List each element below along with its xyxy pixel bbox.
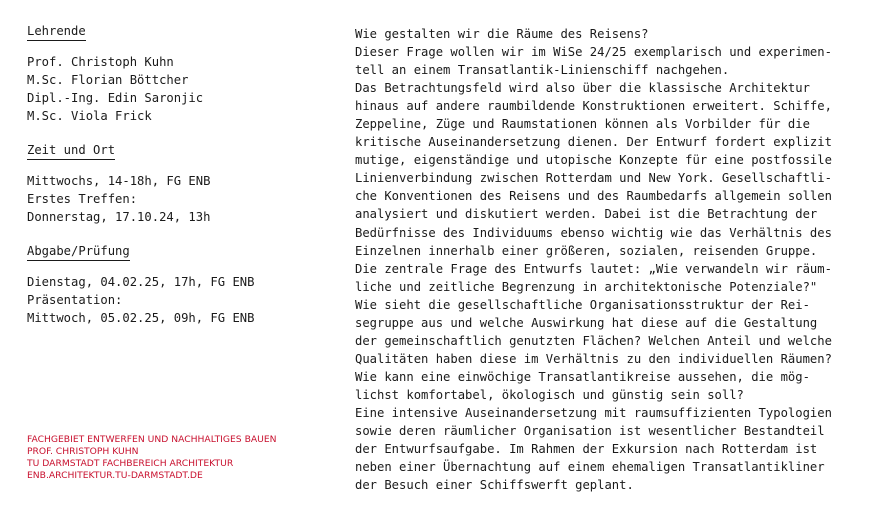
body-line: Linienverbindung zwischen Rotterdam und New York. Gesellschaftli- [355, 171, 832, 186]
footer-website[interactable]: ENB.ARCHITEKTUR.TU-DARMSTADT.DE [27, 470, 203, 481]
department-footer [27, 434, 347, 482]
info-column [27, 22, 327, 343]
section-heading: Zeit und Ort [27, 142, 115, 160]
body-line: Bedürfnisse des Individuums ebenso wichtig wie das Verhältnis des [355, 225, 832, 240]
body-line: Zeppeline, Züge und Raumstationen können als Vorbilder für die [355, 117, 810, 132]
body-line: Wie sieht die gesellschaftliche Organisationsstruktur der Rei- [355, 297, 810, 312]
teacher-line: M.Sc. Florian Böttcher [27, 73, 189, 87]
body-line: lichst komfortabel, ökologisch und günstig sein soll? [355, 387, 744, 402]
teacher-line: Dipl.-Ing. Edin Saronjic [27, 91, 204, 105]
section-heading: Lehrende [27, 23, 86, 41]
body-line: Wie gestalten wir die Räume des Reisens? [355, 27, 649, 41]
body-line: der Entwurfsaufgabe. Im Rahmen der Exkursion nach Rotterdam ist [355, 442, 818, 457]
teacher-line: M.Sc. Viola Frick [27, 109, 152, 123]
body-line: sowie deren räumlicher Organisation ist wesentlicher Bestandteil [355, 424, 825, 439]
teacher-line: Prof. Christoph Kuhn [27, 55, 174, 69]
body-line: analysiert und diskutiert werden. Dabei ist die Betrachtung der [355, 207, 818, 222]
footer-department: FACHGEBIET ENTWERFEN UND NACHHALTIGES BAUEN [27, 434, 277, 445]
body-line: Das Betrachtungsfeld wird also über die klassische Architektur [355, 81, 810, 96]
body-line: Einzelnen innerhalb einer größeren, sozialen, reisenden Gruppe. [355, 243, 818, 258]
body-line: Dieser Frage wollen wir im WiSe 24/25 exemplarisch und experimen- [355, 45, 832, 60]
deadline-line: Mittwoch, 05.02.25, 09h, FG ENB [27, 311, 255, 325]
schedule-line: Erstes Treffen: [27, 192, 138, 206]
deadline-line: Präsentation: [27, 293, 123, 307]
body-line: der gemeinschaftlich genutzten Flächen? Welchen Anteil und welche [355, 333, 832, 348]
footer-professor: PROF. CHRISTOPH KUHN [27, 446, 139, 457]
body-line: neben einer Übernachtung auf einem ehemaligen Transatlantikliner [355, 460, 825, 475]
body-line: tell an einem Transatlantik-Linienschiff nachgehen. [355, 63, 730, 78]
body-line: mutige, eigenständige und utopische Konzepte für eine postfossile [355, 153, 832, 168]
body-line: hinaus auf andere raumbildende Konstruktionen erweitert. Schiffe, [355, 99, 832, 114]
body-line: Qualitäten haben diese im Verhältnis zu den individuellen Räumen? [355, 351, 832, 366]
body-line: Die zentrale Frage des Entwurfs lautet: „Wie verwandeln wir räum- [355, 261, 832, 276]
description-text [355, 25, 860, 494]
body-line: segruppe aus und welche Auswirkung hat diese auf die Gestaltung [355, 315, 818, 330]
body-line: Eine intensive Auseinandersetzung mit raumsuffizienten Typologien [355, 405, 832, 420]
body-line: Wie kann eine einwöchige Transatlantikreise aussehen, die mög- [355, 369, 810, 384]
section-zeit-und-ort [27, 141, 327, 226]
footer-faculty: TU DARMSTADT FACHBEREICH ARCHITEKTUR [27, 458, 234, 469]
section-heading: Abgabe/Prüfung [27, 243, 130, 261]
deadline-line: Dienstag, 04.02.25, 17h, FG ENB [27, 275, 255, 289]
section-abgabe-pruefung [27, 242, 327, 327]
section-lehrende [27, 22, 327, 125]
body-line: kritische Auseinandersetzung dienen. Der Entwurf fordert explizit [355, 135, 832, 150]
body-line: der Besuch einer Schiffswerft geplant. [355, 478, 634, 493]
body-line: liche und zeitliche Begrenzung in architektonische Potenziale?" [355, 279, 818, 294]
schedule-line: Mittwochs, 14-18h, FG ENB [27, 174, 211, 188]
schedule-line: Donnerstag, 17.10.24, 13h [27, 210, 211, 224]
body-line: che Konventionen des Reisens und des Raumbedarfs allgemein sollen [355, 189, 832, 204]
